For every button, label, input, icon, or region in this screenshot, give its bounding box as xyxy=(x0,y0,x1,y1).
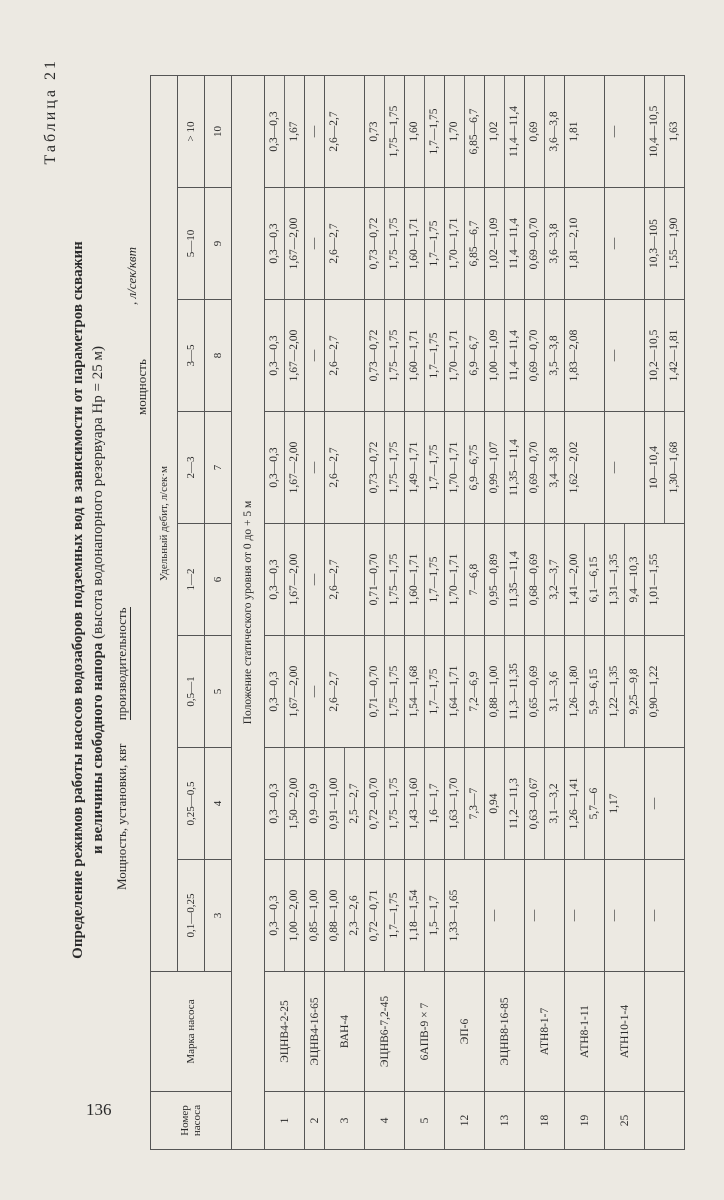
value-cell xyxy=(365,524,405,636)
pump-number: 1 xyxy=(265,1092,305,1150)
cell-value: 1,55—1,90 xyxy=(668,217,680,270)
pump-brand: ЭЦНВ6-7,2-45 xyxy=(365,972,405,1092)
range-header: 3—5 xyxy=(178,300,205,412)
value-cell xyxy=(645,748,685,860)
cell-value: 9,4—10,3 xyxy=(628,556,640,603)
value-cell xyxy=(645,188,685,300)
value-cell xyxy=(445,300,485,412)
cell-value: 10—10,4 xyxy=(645,412,665,523)
value-cell xyxy=(485,300,525,412)
table-caption xyxy=(68,160,108,1040)
cell-value: 6,9—6,75 xyxy=(468,444,480,491)
pump-number: 4 xyxy=(365,1092,405,1150)
cell-value: 1,70 xyxy=(445,76,465,187)
value-cell xyxy=(605,748,645,860)
value-cell xyxy=(305,524,325,636)
value-cell xyxy=(565,76,605,188)
value-cell xyxy=(405,636,445,748)
cell-value: 2,6—2,7 xyxy=(328,335,340,376)
value-cell xyxy=(485,188,525,300)
cell-value: 0,3—0,3 xyxy=(265,412,285,523)
value-cell xyxy=(265,636,305,748)
value-cell xyxy=(405,300,445,412)
value-cell xyxy=(445,412,485,524)
units-unit: , л/сек/квт xyxy=(124,247,139,305)
cell-value: 0,3—0,3 xyxy=(265,636,285,747)
cell-value: 1,7—1,75 xyxy=(388,892,400,939)
value-cell xyxy=(265,524,305,636)
value-cell xyxy=(405,76,445,188)
cell-value: 1,60 xyxy=(405,76,425,187)
cell-value: 10,3—105 xyxy=(645,188,665,299)
cell-value: 0,3—0,3 xyxy=(265,748,285,859)
cell-value: 2,6—2,7 xyxy=(328,559,340,600)
pump-brand xyxy=(645,972,685,1092)
table-row xyxy=(265,76,305,1150)
cell-value: 1,67—2,00 xyxy=(288,441,300,494)
cell-value: — xyxy=(608,461,620,474)
cell-value: 0,3—0,3 xyxy=(265,188,285,299)
cell-value: 1,7—1,75 xyxy=(428,556,440,603)
caption-line2: и величины свободного напора xyxy=(90,642,106,854)
table-row xyxy=(405,76,445,1150)
value-cell xyxy=(645,860,685,972)
range-header: 1—2 xyxy=(178,524,205,636)
value-cell xyxy=(305,748,325,860)
column-number: 6 xyxy=(205,524,232,636)
cell-value: 0,71—0,70 xyxy=(365,636,385,747)
cell-value: 2,6—2,7 xyxy=(328,671,340,712)
value-cell xyxy=(445,636,485,748)
value-cell xyxy=(365,76,405,188)
cell-value: 1,26—1,41 xyxy=(565,748,585,859)
value-cell xyxy=(605,412,645,524)
cell-value: 1,00—2,00 xyxy=(288,889,300,942)
cell-value: 1,67—2,00 xyxy=(288,329,300,382)
value-cell xyxy=(445,748,485,860)
cell-value: 1,5—1,7 xyxy=(428,895,440,936)
cell-value: 2,3—2,6 xyxy=(348,895,360,936)
value-cell xyxy=(565,524,605,636)
cell-value: — xyxy=(308,237,320,250)
value-cell xyxy=(525,748,565,860)
caption-sub: (высота водонапорного резервуара Нр = 25 м) xyxy=(90,346,106,639)
cell-value: 0,69—0,70 xyxy=(525,412,545,523)
value-cell xyxy=(525,188,565,300)
value-cell xyxy=(605,636,645,748)
value-cell xyxy=(605,76,645,188)
cell-value: 0,88—1,00 xyxy=(325,860,345,971)
cell-value: 0,73—0,72 xyxy=(365,300,385,411)
value-cell xyxy=(305,636,325,748)
cell-value: — xyxy=(608,349,620,362)
cell-value: 3,6—3,8 xyxy=(548,111,560,152)
cell-value: — xyxy=(308,349,320,362)
value-cell xyxy=(525,300,565,412)
value-cell xyxy=(565,300,605,412)
cell-value: 1,70—1,71 xyxy=(445,188,465,299)
cell-value: 0,72—0,71 xyxy=(365,860,385,971)
cell-value: 1,54—1,68 xyxy=(405,636,425,747)
cell-value: 7—6,8 xyxy=(468,563,480,596)
column-number: 7 xyxy=(205,412,232,524)
cell-value: 1,41—2,00 xyxy=(565,524,585,635)
value-cell xyxy=(645,76,685,188)
cell-value: 0,95—0,89 xyxy=(485,524,505,635)
column-number: 8 xyxy=(205,300,232,412)
cell-value: 10,4—10,5 xyxy=(645,76,665,187)
pump-number xyxy=(645,1092,685,1150)
cell-value: 0,9—0,9 xyxy=(308,783,320,824)
value-cell xyxy=(565,860,605,972)
value-cell xyxy=(645,300,685,412)
cell-value: 1,70—1,71 xyxy=(445,300,465,411)
cell-value: 1,30—1,68 xyxy=(668,441,680,494)
cell-value: 3,2—3,7 xyxy=(548,559,560,600)
column-number: 3 xyxy=(205,860,232,972)
value-cell xyxy=(365,748,405,860)
cell-value: 0,85—1,00 xyxy=(308,889,320,942)
cell-value: 1,83—2,08 xyxy=(568,329,580,382)
table-row xyxy=(605,76,645,1150)
cell-value: 0,88—1,00 xyxy=(485,636,505,747)
cell-value: 1,81—2,10 xyxy=(568,217,580,270)
value-cell xyxy=(405,412,445,524)
cell-value: 7,2—6,9 xyxy=(468,671,480,712)
value-cell xyxy=(565,748,605,860)
value-cell xyxy=(445,76,485,188)
value-cell xyxy=(365,412,405,524)
page-number: 136 xyxy=(86,1100,112,1119)
value-cell xyxy=(605,860,645,972)
pump-number: 12 xyxy=(445,1092,485,1150)
value-cell xyxy=(265,748,305,860)
cell-value: 0,3—0,3 xyxy=(265,76,285,187)
units-note xyxy=(114,170,149,890)
cell-value: — xyxy=(608,237,620,250)
pump-brand: ЭЦНВ8-16-85 xyxy=(485,972,525,1092)
cell-value: 1,50—2,00 xyxy=(288,777,300,830)
value-cell xyxy=(265,300,305,412)
cell-value: 3,1—3,2 xyxy=(548,783,560,824)
value-cell xyxy=(605,188,645,300)
cell-value: 7,3—7 xyxy=(468,787,480,820)
table-body xyxy=(232,76,685,1150)
pump-number: 2 xyxy=(305,1092,325,1150)
cell-value: 0,73—0,72 xyxy=(365,188,385,299)
cell-value: 1,31—1,35 xyxy=(605,524,625,635)
cell-value: 11,4—11,4 xyxy=(508,106,520,157)
value-cell xyxy=(305,300,325,412)
value-cell xyxy=(525,636,565,748)
table-row xyxy=(305,76,325,1150)
value-cell xyxy=(605,524,645,636)
value-cell xyxy=(305,188,325,300)
pump-brand: АТН8-1-7 xyxy=(525,972,565,1092)
column-number: 5 xyxy=(205,636,232,748)
cell-value: 0,68—0,69 xyxy=(525,524,545,635)
cell-value: 1,67—2,00 xyxy=(288,553,300,606)
cell-value: 1,63—1,70 xyxy=(445,748,465,859)
cell-value: 1,49—1,71 xyxy=(405,412,425,523)
cell-value: 0,71—0,70 xyxy=(365,524,385,635)
value-cell xyxy=(365,300,405,412)
value-cell xyxy=(485,860,525,972)
value-cell xyxy=(485,412,525,524)
cell-value: — xyxy=(308,125,320,138)
cell-value: 1,75—1,75 xyxy=(388,105,400,158)
value-cell xyxy=(325,636,365,748)
cell-value: 1,75—1,75 xyxy=(388,441,400,494)
data-table xyxy=(150,75,685,1150)
value-cell xyxy=(405,188,445,300)
value-cell xyxy=(445,188,485,300)
cell-value: 2,5—2,7 xyxy=(348,783,360,824)
value-cell xyxy=(445,860,485,972)
cell-value: 1,70—1,71 xyxy=(445,412,465,523)
table-row xyxy=(645,76,685,1150)
cell-value: 6,85—6,7 xyxy=(468,108,480,155)
cell-value: 1,7—1,75 xyxy=(428,444,440,491)
cell-value: 0,91—1,00 xyxy=(325,748,345,859)
pump-number: 13 xyxy=(485,1092,525,1150)
units-frac-bottom: мощность xyxy=(134,359,149,415)
cell-value: — xyxy=(308,461,320,474)
value-cell xyxy=(305,76,325,188)
cell-value: 1,42—1,81 xyxy=(668,329,680,382)
cell-value: 9,25—9,8 xyxy=(628,668,640,715)
pump-brand: ЭЦНВ4-16-65 xyxy=(305,972,325,1092)
cell-value: 1,43—1,60 xyxy=(405,748,425,859)
cell-value: 1,62—2,02 xyxy=(568,441,580,494)
cell-value: 1,17 xyxy=(608,793,620,814)
units-main: Мощность, установки, квт xyxy=(114,743,129,890)
cell-value: 0,3—0,3 xyxy=(265,860,285,971)
cell-value: 1,26—1,80 xyxy=(565,636,585,747)
cell-value: 1,60—1,71 xyxy=(405,300,425,411)
value-cell xyxy=(325,76,365,188)
column-number: 10 xyxy=(205,76,232,188)
value-cell xyxy=(645,412,685,524)
cell-value: 0,69—0,70 xyxy=(525,300,545,411)
pump-number: 5 xyxy=(405,1092,445,1150)
column-number: 4 xyxy=(205,748,232,860)
cell-value: 1,00—1,09 xyxy=(485,300,505,411)
cell-value: — xyxy=(488,909,500,922)
cell-value: 1,75—1,75 xyxy=(388,777,400,830)
cell-value: 1,81 xyxy=(568,121,580,142)
header-specific-yield: Удельный дебит, л/сек·м xyxy=(151,76,178,972)
table-row xyxy=(485,76,525,1150)
units-frac-top: производительность xyxy=(114,607,129,721)
value-cell xyxy=(525,524,565,636)
cell-value: 0,3—0,3 xyxy=(265,300,285,411)
cell-value: 1,75—1,75 xyxy=(388,665,400,718)
value-cell xyxy=(445,524,485,636)
cell-value: — xyxy=(648,909,660,922)
value-cell xyxy=(365,636,405,748)
cell-value: 0,94 xyxy=(485,748,505,859)
cell-value: 0,69 xyxy=(525,76,545,187)
cell-value: 0,99—1,07 xyxy=(485,412,505,523)
cell-value: 11,35—11,4 xyxy=(508,551,520,608)
cell-value: 6,9—6,7 xyxy=(468,335,480,376)
cell-value: 1,67—2,00 xyxy=(288,217,300,270)
cell-value: 1,01—1,55 xyxy=(648,553,660,606)
value-cell xyxy=(305,412,325,524)
cell-value: 1,75—1,75 xyxy=(388,217,400,270)
value-cell xyxy=(405,524,445,636)
cell-value: 1,7—1,75 xyxy=(428,332,440,379)
cell-value: 1,6—1,7 xyxy=(428,783,440,824)
value-cell xyxy=(325,748,365,860)
value-cell xyxy=(645,636,685,748)
pump-brand: ЭП-6 xyxy=(445,972,485,1092)
range-header: 5—10 xyxy=(178,188,205,300)
value-cell xyxy=(565,188,605,300)
value-cell xyxy=(305,860,325,972)
cell-value: 3,5—3,8 xyxy=(548,335,560,376)
cell-value: 1,67—2,00 xyxy=(288,665,300,718)
range-header: 2—3 xyxy=(178,412,205,524)
cell-value: 1,75—1,75 xyxy=(388,329,400,382)
cell-value: 0,3—0,3 xyxy=(265,524,285,635)
table-label: Таблица 21 xyxy=(42,58,59,165)
table-row xyxy=(445,76,485,1150)
range-header: > 10 xyxy=(178,76,205,188)
cell-value: 1,7—1,75 xyxy=(428,108,440,155)
value-cell xyxy=(525,76,565,188)
pump-number: 3 xyxy=(325,1092,365,1150)
section-title: Положение статического уровня от 0 до + 5 м xyxy=(232,76,265,1150)
column-number: 9 xyxy=(205,188,232,300)
cell-value: 11,35—11,4 xyxy=(508,439,520,496)
range-header: 0,1—0,25 xyxy=(178,860,205,972)
cell-value: 11,2—11,3 xyxy=(508,778,520,829)
cell-value: — xyxy=(608,909,620,922)
pump-brand: АТН10-1-4 xyxy=(605,972,645,1092)
value-cell xyxy=(325,524,365,636)
pump-brand: АТН8-1-11 xyxy=(565,972,605,1092)
table-row xyxy=(525,76,565,1150)
cell-value: 1,7—1,75 xyxy=(428,220,440,267)
cell-value: 0,72—0,70 xyxy=(365,748,385,859)
caption-main: Определение режимов работы насосов водозаборов подземных вод в зависимости от параметров скважин xyxy=(70,241,86,959)
cell-value: 1,7—1,75 xyxy=(428,668,440,715)
cell-value: 11,4—11,4 xyxy=(508,330,520,381)
cell-value: — xyxy=(308,573,320,586)
cell-value: 1,67 xyxy=(288,121,300,142)
cell-value: 6,85—6,7 xyxy=(468,220,480,267)
table-row xyxy=(365,76,405,1150)
cell-value: 3,4—3,8 xyxy=(548,447,560,488)
value-cell xyxy=(365,188,405,300)
cell-value: 0,73 xyxy=(365,76,385,187)
cell-value: 0,90—1,22 xyxy=(648,665,660,718)
value-cell xyxy=(525,412,565,524)
cell-value: — xyxy=(608,125,620,138)
cell-value: 1,22—1,35 xyxy=(605,636,625,747)
cell-value: 3,6—3,8 xyxy=(548,223,560,264)
pump-number: 18 xyxy=(525,1092,565,1150)
cell-value: 1,75—1,75 xyxy=(388,553,400,606)
cell-value: 1,02 xyxy=(485,76,505,187)
pump-brand: 6АПВ-9 × 7 xyxy=(405,972,445,1092)
value-cell xyxy=(565,636,605,748)
rotated-table-page xyxy=(42,50,682,1150)
value-cell xyxy=(565,412,605,524)
cell-value: 6,1—6,15 xyxy=(588,556,600,603)
value-cell xyxy=(265,412,305,524)
cell-value: 1,63 xyxy=(668,121,680,142)
cell-value: 1,70—1,71 xyxy=(445,524,465,635)
cell-value: 11,4—11,4 xyxy=(508,218,520,269)
cell-value: — xyxy=(528,909,540,922)
pump-brand: ЭЦНВ4-2-25 xyxy=(265,972,305,1092)
cell-value: 0,63—0,67 xyxy=(525,748,545,859)
cell-value: 5,9—6,15 xyxy=(588,668,600,715)
value-cell xyxy=(405,860,445,972)
value-cell xyxy=(265,188,305,300)
cell-value: 1,60—1,71 xyxy=(405,524,425,635)
header-pump-brand: Марка насоса xyxy=(151,972,232,1092)
range-header: 0,25—0,5 xyxy=(178,748,205,860)
value-cell xyxy=(605,300,645,412)
header-pump-number: Номер насоса xyxy=(151,1092,232,1150)
cell-value: 5,7—6 xyxy=(588,787,600,820)
cell-value: 3,1—3,6 xyxy=(548,671,560,712)
cell-value: — xyxy=(648,797,660,810)
cell-value: 1,64—1,71 xyxy=(445,636,465,747)
value-cell xyxy=(365,860,405,972)
cell-value: 0,73—0,72 xyxy=(365,412,385,523)
pump-number: 19 xyxy=(565,1092,605,1150)
value-cell xyxy=(645,524,685,636)
value-cell xyxy=(525,860,565,972)
value-cell xyxy=(485,524,525,636)
cell-value: 0,69—0,70 xyxy=(525,188,545,299)
value-cell xyxy=(325,188,365,300)
cell-value: 1,60—1,71 xyxy=(405,188,425,299)
pump-brand: ВАН-4 xyxy=(325,972,365,1092)
value-cell xyxy=(485,76,525,188)
pump-number: 25 xyxy=(605,1092,645,1150)
range-header: 0,5—1 xyxy=(178,636,205,748)
cell-value: — xyxy=(308,685,320,698)
cell-value: 2,6—2,7 xyxy=(328,223,340,264)
cell-value: — xyxy=(568,909,580,922)
value-cell xyxy=(265,860,305,972)
value-cell xyxy=(485,636,525,748)
cell-value: 2,6—2,7 xyxy=(328,111,340,152)
value-cell xyxy=(325,300,365,412)
value-cell xyxy=(405,748,445,860)
value-cell xyxy=(265,76,305,188)
cell-value: 1,33—1,65 xyxy=(448,889,460,942)
value-cell xyxy=(325,860,365,972)
cell-value: 1,18—1,54 xyxy=(405,860,425,971)
cell-value: 11,3—11,35 xyxy=(508,663,520,720)
cell-value: 2,6—2,7 xyxy=(328,447,340,488)
table-row xyxy=(325,76,365,1150)
cell-value: 10,2—10,5 xyxy=(645,300,665,411)
cell-value: 1,02—1,09 xyxy=(485,188,505,299)
value-cell xyxy=(325,412,365,524)
table-row xyxy=(565,76,605,1150)
cell-value: 0,65—0,69 xyxy=(525,636,545,747)
value-cell xyxy=(485,748,525,860)
